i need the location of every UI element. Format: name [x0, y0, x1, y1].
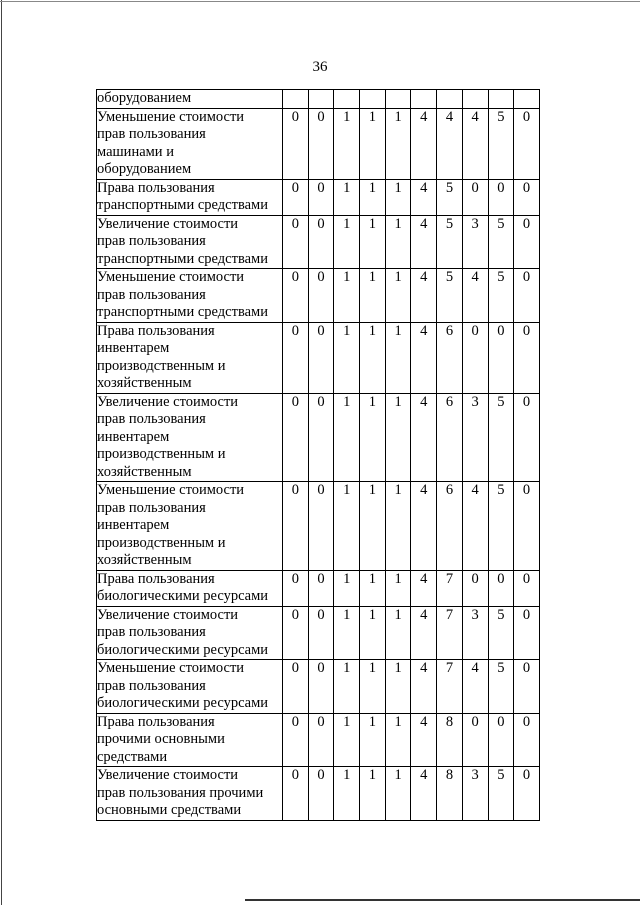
code-digit-cell: 1 [334, 713, 360, 767]
code-digit-cell: 4 [437, 108, 463, 179]
row-label-line: прав пользования [97, 233, 206, 249]
row-label [97, 482, 283, 571]
code-digit-cell: 1 [385, 269, 411, 323]
row-label-line: хозяйственным [97, 552, 192, 568]
code-digit-cell: 0 [283, 215, 309, 269]
row-label-line: Уменьшение стоимости [97, 269, 245, 285]
code-digit-cell [488, 90, 514, 109]
code-digit-cell: 5 [488, 393, 514, 482]
code-digit-cell: 0 [308, 215, 334, 269]
code-digit-cell: 0 [283, 108, 309, 179]
code-digit-cell: 1 [334, 215, 360, 269]
row-label-line: производственным и [97, 357, 226, 374]
row-label-line: Права пользования [97, 570, 215, 587]
code-digit-cell: 0 [308, 660, 334, 714]
code-digit-cell: 0 [283, 606, 309, 660]
row-label-line: биологическими ресурсами [97, 695, 269, 711]
code-digit-cell [308, 90, 334, 109]
code-digit-cell: 4 [462, 482, 488, 571]
code-digit-cell: 1 [334, 606, 360, 660]
code-digit-cell: 0 [462, 322, 488, 393]
code-digit-cell: 0 [514, 108, 540, 179]
code-digit-cell: 3 [462, 606, 488, 660]
row-label [97, 393, 283, 482]
table-row [97, 713, 540, 767]
code-digit-cell: 1 [385, 393, 411, 482]
table-row [97, 322, 540, 393]
code-digit-cell: 5 [488, 767, 514, 821]
code-digit-cell: 4 [411, 393, 437, 482]
row-label-line: Уменьшение стоимости [97, 482, 245, 498]
code-digit-cell: 5 [437, 215, 463, 269]
code-digit-cell: 7 [437, 660, 463, 714]
row-label-line: инвентарем [97, 340, 170, 356]
row-label [97, 269, 283, 323]
code-digit-cell: 1 [334, 269, 360, 323]
code-digit-cell [334, 90, 360, 109]
page-number: 36 [312, 59, 328, 75]
code-digit-cell: 5 [488, 606, 514, 660]
code-digit-cell [385, 90, 411, 109]
row-label-line: Права пользования [97, 713, 215, 730]
code-digit-cell: 0 [283, 269, 309, 323]
code-digit-cell: 1 [360, 179, 386, 215]
code-digit-cell [411, 90, 437, 109]
row-label-line: прочими основными [97, 731, 225, 747]
row-label [97, 570, 283, 606]
row-label-line: производственным и [97, 446, 226, 462]
row-label-line: прав пользования [97, 624, 206, 640]
code-digit-cell: 6 [437, 322, 463, 393]
code-digit-cell: 5 [437, 269, 463, 323]
code-digit-cell: 1 [360, 215, 386, 269]
row-label-line: оборудованием [97, 90, 192, 106]
code-digit-cell: 0 [308, 322, 334, 393]
row-label-line: производственным и [97, 534, 226, 551]
row-label-line: основными средствами [97, 802, 242, 818]
code-digit-cell: 1 [360, 393, 386, 482]
row-label-line: Увеличение стоимости [97, 606, 239, 623]
row-label-line: Увеличение стоимости [97, 767, 239, 783]
code-digit-cell: 0 [462, 179, 488, 215]
code-digit-cell: 5 [437, 179, 463, 215]
code-digit-cell: 1 [385, 606, 411, 660]
code-digit-cell: 0 [283, 482, 309, 571]
table-row [97, 606, 540, 660]
code-digit-cell: 1 [360, 482, 386, 571]
code-digit-cell: 5 [488, 660, 514, 714]
code-digit-cell: 0 [308, 482, 334, 571]
code-digit-cell: 5 [488, 108, 514, 179]
code-digit-cell: 1 [385, 322, 411, 393]
code-digit-cell: 0 [308, 570, 334, 606]
code-digit-cell: 1 [334, 767, 360, 821]
table-row [97, 269, 540, 323]
code-digit-cell: 1 [385, 713, 411, 767]
code-digit-cell: 5 [488, 215, 514, 269]
code-digit-cell: 1 [360, 322, 386, 393]
code-digit-cell: 3 [462, 767, 488, 821]
code-digit-cell [283, 90, 309, 109]
code-digit-cell: 1 [385, 108, 411, 179]
code-digit-cell: 0 [514, 767, 540, 821]
classification-table [96, 89, 540, 821]
code-digit-cell: 0 [488, 179, 514, 215]
row-label [97, 660, 283, 714]
code-digit-cell: 0 [514, 606, 540, 660]
code-digit-cell: 4 [411, 767, 437, 821]
table-row [97, 570, 540, 606]
row-label-line: прав пользования [97, 411, 206, 427]
row-label [97, 108, 283, 179]
code-digit-cell: 4 [411, 322, 437, 393]
code-digit-cell: 4 [411, 108, 437, 179]
code-digit-cell: 0 [514, 482, 540, 571]
table-row [97, 179, 540, 215]
code-digit-cell: 1 [385, 482, 411, 571]
code-digit-cell: 0 [308, 108, 334, 179]
table-row [97, 660, 540, 714]
code-digit-cell: 4 [462, 660, 488, 714]
table-row [97, 90, 540, 109]
table-row [97, 393, 540, 482]
code-digit-cell: 4 [462, 108, 488, 179]
code-digit-cell: 0 [514, 660, 540, 714]
row-label-line: прав пользования [97, 499, 206, 516]
code-digit-cell: 7 [437, 606, 463, 660]
code-digit-cell: 0 [488, 570, 514, 606]
table-row [97, 767, 540, 821]
code-digit-cell: 1 [385, 767, 411, 821]
row-label-line: транспортными средствами [97, 197, 268, 213]
row-label [97, 606, 283, 660]
table-row [97, 108, 540, 179]
row-label-line: Права пользования [97, 322, 215, 339]
code-digit-cell: 4 [411, 482, 437, 571]
code-digit-cell: 0 [514, 713, 540, 767]
row-label-line: средствами [97, 748, 168, 765]
row-label-line: Уменьшение стоимости [97, 660, 245, 676]
scan-border-top [0, 1, 640, 2]
code-digit-cell: 4 [411, 606, 437, 660]
code-digit-cell: 8 [437, 767, 463, 821]
row-label-line: хозяйственным [97, 463, 192, 480]
row-label-line: машинами и [97, 143, 174, 160]
code-digit-cell: 1 [334, 322, 360, 393]
row-label [97, 713, 283, 767]
code-digit-cell: 0 [283, 570, 309, 606]
code-digit-cell: 0 [462, 570, 488, 606]
row-label-line: транспортными средствами [97, 250, 268, 267]
code-digit-cell: 4 [462, 269, 488, 323]
row-label-line: прав пользования [97, 677, 206, 694]
code-digit-cell [462, 90, 488, 109]
code-digit-cell: 1 [360, 570, 386, 606]
code-digit-cell: 1 [360, 108, 386, 179]
code-digit-cell: 0 [283, 322, 309, 393]
code-digit-cell: 3 [462, 393, 488, 482]
code-digit-cell: 6 [437, 482, 463, 571]
row-label-line: прав пользования прочими [97, 784, 264, 801]
code-digit-cell: 1 [385, 570, 411, 606]
code-digit-cell: 1 [334, 570, 360, 606]
code-digit-cell: 0 [514, 269, 540, 323]
code-digit-cell: 0 [514, 215, 540, 269]
code-digit-cell: 0 [283, 713, 309, 767]
code-digit-cell [437, 90, 463, 109]
code-digit-cell: 5 [488, 482, 514, 571]
row-label [97, 767, 283, 821]
code-digit-cell: 0 [308, 713, 334, 767]
code-digit-cell [514, 90, 540, 109]
row-label-line: прав пользования [97, 286, 206, 303]
code-digit-cell: 0 [488, 322, 514, 393]
row-label-line: Увеличение стоимости [97, 393, 239, 410]
scan-border-bottom [245, 899, 640, 901]
row-label-line: Увеличение стоимости [97, 215, 239, 232]
code-digit-cell: 4 [411, 269, 437, 323]
code-digit-cell: 4 [411, 660, 437, 714]
row-label [97, 322, 283, 393]
code-digit-cell: 1 [334, 393, 360, 482]
code-digit-cell: 1 [385, 660, 411, 714]
code-digit-cell: 7 [437, 570, 463, 606]
code-digit-cell: 4 [411, 179, 437, 215]
code-digit-cell: 1 [334, 482, 360, 571]
code-digit-cell: 0 [308, 393, 334, 482]
row-label-line: Уменьшение стоимости [97, 108, 245, 125]
code-digit-cell: 0 [283, 393, 309, 482]
row-label-line: хозяйственным [97, 375, 192, 391]
code-digit-cell: 6 [437, 393, 463, 482]
code-digit-cell: 4 [411, 713, 437, 767]
code-digit-cell: 5 [488, 269, 514, 323]
row-label-line: биологическими ресурсами [97, 641, 269, 658]
code-digit-cell: 8 [437, 713, 463, 767]
code-digit-cell: 4 [411, 570, 437, 606]
row-label-line: биологическими ресурсами [97, 588, 269, 604]
code-digit-cell: 3 [462, 215, 488, 269]
row-label-line: инвентарем [97, 517, 170, 533]
row-label-line: инвентарем [97, 428, 170, 445]
code-digit-cell: 0 [283, 660, 309, 714]
code-digit-cell: 1 [385, 215, 411, 269]
code-digit-cell: 1 [360, 269, 386, 323]
row-label [97, 215, 283, 269]
code-digit-cell: 0 [514, 179, 540, 215]
row-label-line: транспортными средствами [97, 304, 268, 320]
code-digit-cell: 0 [308, 269, 334, 323]
code-digit-cell: 0 [283, 767, 309, 821]
table-row [97, 215, 540, 269]
code-digit-cell: 0 [308, 606, 334, 660]
code-digit-cell: 1 [360, 660, 386, 714]
code-digit-cell: 1 [334, 108, 360, 179]
code-digit-cell: 0 [514, 322, 540, 393]
code-digit-cell: 1 [360, 767, 386, 821]
scan-border-left [1, 0, 2, 905]
code-digit-cell: 0 [514, 570, 540, 606]
code-digit-cell: 1 [334, 179, 360, 215]
code-digit-cell: 1 [360, 606, 386, 660]
row-label [97, 90, 283, 109]
code-digit-cell: 0 [488, 713, 514, 767]
row-label-line: прав пользования [97, 126, 206, 142]
code-digit-cell: 0 [308, 767, 334, 821]
code-digit-cell [360, 90, 386, 109]
code-digit-cell: 1 [360, 713, 386, 767]
code-digit-cell: 4 [411, 215, 437, 269]
code-digit-cell: 0 [283, 179, 309, 215]
row-label-line: Права пользования [97, 179, 215, 196]
row-label [97, 179, 283, 215]
row-label-line: оборудованием [97, 161, 192, 177]
table-row [97, 482, 540, 571]
code-digit-cell: 0 [514, 393, 540, 482]
code-digit-cell: 1 [385, 179, 411, 215]
code-digit-cell: 1 [334, 660, 360, 714]
code-digit-cell: 0 [308, 179, 334, 215]
code-digit-cell: 0 [462, 713, 488, 767]
